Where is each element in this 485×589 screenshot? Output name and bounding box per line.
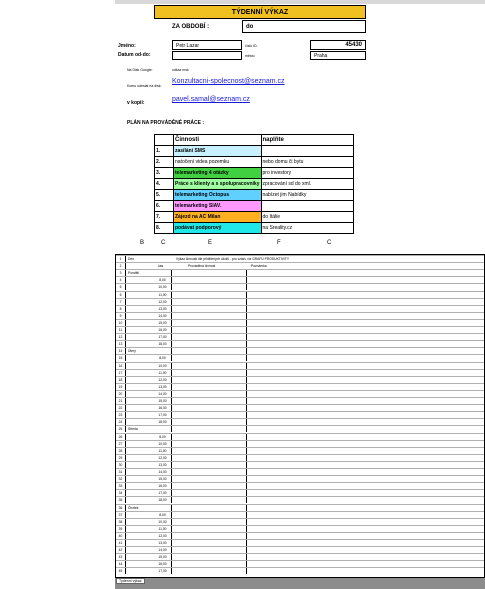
name-value: Petr Lazar <box>176 43 200 49</box>
grid-row <box>116 440 484 447</box>
row-number: 38 <box>116 519 126 525</box>
time-cell: 14,00 <box>158 548 167 553</box>
time-cell: 16,00 <box>158 562 167 567</box>
number-value: 45430 <box>345 42 362 48</box>
day-name: Pondělí <box>128 271 140 276</box>
row-number: 31 <box>116 469 126 475</box>
time-cell: 14,00 <box>158 313 167 318</box>
row-number: 17 <box>116 370 126 376</box>
plan-activity[interactable]: zasílání SMS <box>174 146 262 157</box>
time-cell: 15,00 <box>158 320 167 325</box>
row-number: 7 <box>116 299 126 305</box>
grid-row <box>116 482 484 489</box>
time-cell: 13,00 <box>158 462 167 467</box>
plan-header-number <box>155 135 174 146</box>
row-number: 6 <box>116 292 126 298</box>
time-cell: 16,00 <box>158 328 167 332</box>
row-number: 13 <box>116 341 126 347</box>
google-value: odkaz msk <box>172 68 189 72</box>
grid-row <box>116 276 484 283</box>
row-number: 35 <box>116 497 126 503</box>
time-cell: 11,00 <box>158 370 167 375</box>
row-number: 32 <box>116 476 126 482</box>
time-cell: 12,00 <box>158 455 167 460</box>
row-number: 9 <box>116 313 126 319</box>
column-letter: E <box>208 240 213 246</box>
row-number: 19 <box>116 384 126 390</box>
row-number: 12 <box>116 334 126 340</box>
row-number: 26 <box>116 434 126 440</box>
plan-activity[interactable]: podávat podporový <box>174 223 262 234</box>
result-cell[interactable] <box>246 568 484 574</box>
row-number: 43 <box>116 554 126 560</box>
time-cell: 8,00 <box>159 434 166 439</box>
row-number: 5 <box>116 284 126 290</box>
row-number: 4 <box>116 277 126 283</box>
plan-activity[interactable]: telemarketing SIAV. <box>174 201 262 212</box>
row-number: 41 <box>116 540 126 546</box>
row-number: 29 <box>116 455 126 461</box>
plan-row <box>155 212 354 223</box>
time-cell: 14,00 <box>158 391 167 396</box>
email-link[interactable]: Konzultacni-spolecnost@seznam.cz <box>172 78 285 85</box>
email-label: Komu odeslat na disk: <box>127 84 162 88</box>
grid-header-top: Výkaz činnosti dle přidělených úkolů - pro vztah, viz GRAFU PRODUKTIVITY <box>176 257 290 261</box>
grid-row <box>116 262 484 269</box>
plan-header-activity: Činnosti <box>174 135 262 146</box>
column-letter: B <box>140 240 145 246</box>
date-field[interactable] <box>172 51 242 60</box>
period-to-field[interactable] <box>242 20 366 33</box>
grid-row <box>116 532 484 539</box>
grid-header-result: Poznámka <box>251 264 267 269</box>
row-number: 16 <box>116 363 126 369</box>
page-title: TÝDENNÍ VÝKAZ <box>154 5 366 19</box>
time-cell: 17,00 <box>158 491 167 496</box>
time-cell: 10,00 <box>158 285 167 290</box>
time-cell: 8,00 <box>159 356 166 361</box>
plan-activity[interactable]: Zájezd na AC Milan <box>174 212 262 223</box>
grid-row <box>116 326 484 333</box>
grid-row <box>116 269 484 276</box>
plan-activity[interactable]: telemarketing 4 otázky <box>174 168 262 179</box>
row-number: 27 <box>116 441 126 447</box>
row-number: 23 <box>116 412 126 418</box>
time-cell: 15,00 <box>158 477 167 482</box>
grid-row <box>116 362 484 369</box>
time-cell: 14,00 <box>158 470 167 474</box>
plan-row <box>155 201 354 212</box>
row-number: 30 <box>116 462 126 468</box>
grid-row <box>116 496 484 503</box>
column-letter: C <box>327 240 332 246</box>
grid-row <box>116 567 484 574</box>
grid-row <box>116 319 484 326</box>
row-number: 28 <box>116 448 126 454</box>
plan-fill[interactable] <box>261 201 354 212</box>
grid-row <box>116 411 484 418</box>
plan-fill[interactable]: pro investory <box>261 168 354 179</box>
day-name: Úterý <box>128 349 136 354</box>
grid-row <box>116 489 484 496</box>
grid-row <box>116 340 484 347</box>
row-number: 18 <box>116 377 126 383</box>
plan-row <box>155 179 354 190</box>
plan-fill[interactable]: do Itálie <box>261 212 354 223</box>
grid-row <box>116 354 484 361</box>
row-number: 10 <box>116 320 126 326</box>
row-number: 24 <box>116 419 126 425</box>
grid-row <box>116 546 484 553</box>
time-cell: 13,00 <box>158 384 167 389</box>
plan-fill[interactable]: na Sreality.cz <box>261 223 354 234</box>
grid-row <box>116 347 484 354</box>
row-number: 33 <box>116 483 126 489</box>
grid-row <box>116 553 484 560</box>
grid-row <box>116 305 484 312</box>
time-cell: 18,00 <box>158 420 167 425</box>
time-cell: 11,00 <box>158 448 167 453</box>
plan-number: 6. <box>155 201 174 212</box>
plan-number: 2. <box>155 157 174 168</box>
time-cell: 16,00 <box>158 406 167 411</box>
row-number: 45 <box>116 568 126 574</box>
row-number: 25 <box>116 426 126 432</box>
time-cell: 15,00 <box>158 399 167 403</box>
top-bar <box>115 0 485 4</box>
weekly-grid <box>115 254 485 578</box>
grid-header-day: Den <box>128 257 135 261</box>
time-cell: 13,00 <box>158 541 167 545</box>
row-number: 44 <box>116 561 126 567</box>
time-cell: 12,00 <box>158 377 167 382</box>
time-cell: 15,00 <box>158 555 167 560</box>
row-number: 21 <box>116 398 126 404</box>
plan-fill[interactable] <box>261 146 354 157</box>
row-number: 39 <box>116 526 126 532</box>
plan-row <box>155 190 354 201</box>
grid-row <box>116 283 484 290</box>
plan-number: 8. <box>155 223 174 234</box>
plan-activity[interactable]: telemarketing Octopus <box>174 190 262 201</box>
time-cell: 17,00 <box>158 335 167 340</box>
copy-email-link[interactable]: pavel.samal@seznam.cz <box>172 96 250 103</box>
time-cell: 18,00 <box>158 498 167 503</box>
grid-row <box>116 454 484 461</box>
plan-number: 3. <box>155 168 174 179</box>
grid-row <box>116 433 484 440</box>
plan-fill[interactable]: nebo domu či bytu <box>261 157 354 168</box>
google-label: Na Disk Google: <box>127 68 153 72</box>
time-cell: 11,00 <box>158 292 167 297</box>
column-letter: F <box>277 240 281 246</box>
grid-row <box>116 298 484 305</box>
plan-fill[interactable]: zpracování sd do xml. <box>261 179 354 190</box>
plan-fill[interactable]: nabízet jim Nabídky <box>261 190 354 201</box>
plan-row <box>155 168 354 179</box>
row-number: 1 <box>116 256 126 262</box>
time-cell: 13,00 <box>158 306 167 311</box>
grid-row <box>116 418 484 425</box>
plan-activity[interactable]: natočení videa pozemku <box>174 157 262 168</box>
grid-row <box>116 461 484 468</box>
time-cell: 16,00 <box>158 484 167 489</box>
plan-header-row <box>155 135 354 146</box>
row-number: 2 <box>116 263 126 269</box>
grid-row <box>116 404 484 411</box>
time-cell: 10,00 <box>158 519 167 524</box>
grid-row <box>116 468 484 475</box>
time-cell: 10,00 <box>158 363 167 368</box>
row-number: 14 <box>116 348 126 354</box>
city-value: Praha <box>314 53 328 59</box>
time-cell: 10,00 <box>158 441 167 446</box>
time-cell: 8,00 <box>159 278 166 283</box>
grid-row <box>116 560 484 567</box>
row-number: 42 <box>116 547 126 553</box>
row-number: 15 <box>116 355 126 361</box>
name-field[interactable] <box>172 40 242 50</box>
bottom-bar <box>115 578 485 589</box>
grid-row <box>116 447 484 454</box>
row-number: 20 <box>116 391 126 397</box>
sheet-tab[interactable]: Týdenní výkaz <box>116 578 145 584</box>
grid-header-work: Prováděná činnost <box>188 264 216 269</box>
row-number: 40 <box>116 533 126 539</box>
grid-row <box>116 518 484 525</box>
city-label: město <box>245 54 255 58</box>
date-label: Datum od-do: <box>118 52 151 58</box>
grid-row <box>116 511 484 518</box>
row-number: 3 <box>116 270 126 276</box>
number-field[interactable] <box>310 40 366 50</box>
grid-row <box>116 255 484 262</box>
column-letter: C <box>161 240 166 246</box>
plan-header-fill: naplňte <box>261 135 354 146</box>
grid-row <box>116 376 484 383</box>
plan-row <box>155 146 354 157</box>
grid-row <box>116 390 484 397</box>
grid-row <box>116 291 484 298</box>
grid-row <box>116 369 484 376</box>
time-cell: 12,00 <box>158 299 167 304</box>
plan-row <box>155 223 354 234</box>
row-number: 11 <box>116 327 126 333</box>
grid-row <box>116 525 484 532</box>
grid-row <box>116 539 484 546</box>
row-number: 22 <box>116 405 126 411</box>
plan-table <box>154 134 354 234</box>
number-label: číslo ID. <box>245 44 258 48</box>
plan-activity[interactable]: Práce s klienty a s spolupracovníky <box>174 179 262 190</box>
period-to-label: do <box>246 24 254 30</box>
plan-title: PLÁN NA PROVÁDĚNÉ PRÁCE : <box>127 120 205 126</box>
plan-number: 7. <box>155 212 174 223</box>
grid-row <box>116 333 484 340</box>
time-cell: 12,00 <box>158 533 167 538</box>
plan-row <box>155 157 354 168</box>
grid-row <box>116 383 484 390</box>
time-cell: 18,00 <box>158 342 167 347</box>
plan-number: 1. <box>155 146 174 157</box>
grid-row <box>116 397 484 404</box>
row-number: 36 <box>116 505 126 511</box>
time-cell: 17,00 <box>158 413 167 418</box>
city-field[interactable] <box>310 51 366 60</box>
grid-row <box>116 504 484 511</box>
grid-row <box>116 425 484 432</box>
row-number: 34 <box>116 490 126 496</box>
plan-number: 5. <box>155 190 174 201</box>
time-cell: 8,00 <box>159 512 166 517</box>
grid-header-time: čas <box>158 264 164 269</box>
time-cell: 17,00 <box>158 569 167 574</box>
day-name: Čtvrtek <box>128 505 139 510</box>
row-number: 8 <box>116 306 126 312</box>
grid-row <box>116 475 484 482</box>
period-label: ZA OBDOBÍ : <box>172 24 210 30</box>
grid-row <box>116 312 484 319</box>
work-cell[interactable] <box>171 568 247 574</box>
name-label: Jméno: <box>118 43 136 49</box>
row-number: 37 <box>116 512 126 518</box>
time-cell: 11,00 <box>158 526 167 531</box>
copy-label: v kopii: <box>127 100 145 106</box>
plan-number: 4. <box>155 179 174 190</box>
day-name: Středa <box>128 427 138 432</box>
